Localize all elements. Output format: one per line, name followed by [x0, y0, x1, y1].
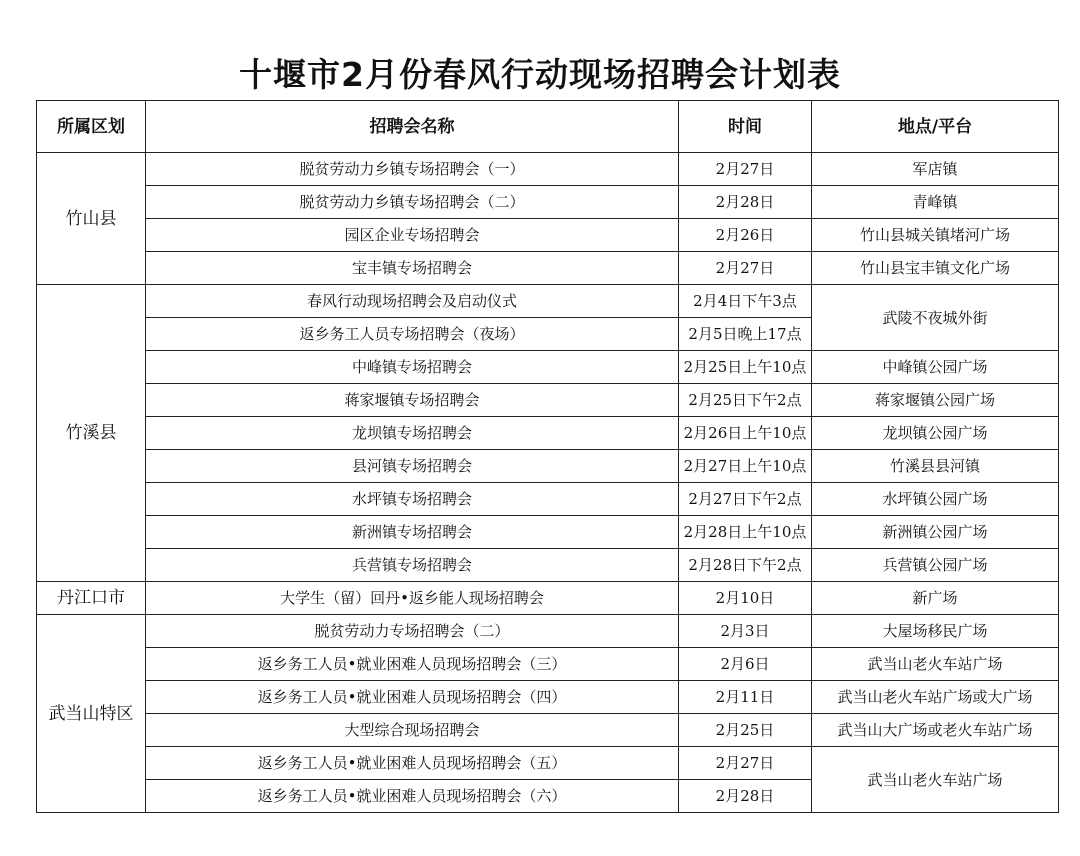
location-cell: 新广场	[812, 582, 1059, 615]
location-cell: 龙坝镇公园广场	[812, 417, 1059, 450]
fair-name-cell: 返乡务工人员•就业困难人员现场招聘会（六）	[146, 780, 679, 813]
time-cell: 2月26日上午10点	[679, 417, 812, 450]
location-cell: 武当山大广场或老火车站广场	[812, 714, 1059, 747]
district-cell: 武当山特区	[37, 615, 146, 813]
page-title: 十堰市2月份春风行动现场招聘会计划表	[239, 55, 841, 94]
location-cell: 青峰镇	[812, 186, 1059, 219]
fair-name-cell: 蒋家堰镇专场招聘会	[146, 384, 679, 417]
fair-name-cell: 春风行动现场招聘会及启动仪式	[146, 285, 679, 318]
table-row	[37, 747, 1059, 780]
time-cell: 2月10日	[679, 582, 812, 615]
header-fair-name: 招聘会名称	[146, 101, 679, 153]
table-row	[37, 351, 1059, 384]
table-row	[37, 153, 1059, 186]
table-row	[37, 582, 1059, 615]
header-location: 地点/平台	[812, 101, 1059, 153]
table-row	[37, 648, 1059, 681]
fair-name-cell: 宝丰镇专场招聘会	[146, 252, 679, 285]
time-cell: 2月11日	[679, 681, 812, 714]
location-cell: 新洲镇公园广场	[812, 516, 1059, 549]
table-row	[37, 549, 1059, 582]
header-district: 所属区划	[37, 101, 146, 153]
district-cell: 竹溪县	[37, 285, 146, 582]
time-cell: 2月6日	[679, 648, 812, 681]
fair-name-cell: 返乡务工人员专场招聘会（夜场）	[146, 318, 679, 351]
fair-name-cell: 返乡务工人员•就业困难人员现场招聘会（五）	[146, 747, 679, 780]
location-cell: 大屋场移民广场	[812, 615, 1059, 648]
time-cell: 2月26日	[679, 219, 812, 252]
time-cell: 2月27日上午10点	[679, 450, 812, 483]
fair-name-cell: 大型综合现场招聘会	[146, 714, 679, 747]
district-cell: 丹江口市	[37, 582, 146, 615]
time-cell: 2月28日	[679, 186, 812, 219]
table-row	[37, 186, 1059, 219]
table-row	[37, 384, 1059, 417]
time-cell: 2月28日下午2点	[679, 549, 812, 582]
table-row	[37, 450, 1059, 483]
location-cell: 水坪镇公园广场	[812, 483, 1059, 516]
time-cell: 2月5日晚上17点	[679, 318, 812, 351]
time-cell: 2月3日	[679, 615, 812, 648]
fair-name-cell: 兵营镇专场招聘会	[146, 549, 679, 582]
time-cell: 2月27日	[679, 747, 812, 780]
time-cell: 2月28日上午10点	[679, 516, 812, 549]
table-header-row	[37, 101, 1059, 153]
location-cell: 兵营镇公园广场	[812, 549, 1059, 582]
table-row	[37, 681, 1059, 714]
fair-name-cell: 返乡务工人员•就业困难人员现场招聘会（四）	[146, 681, 679, 714]
fair-name-cell: 龙坝镇专场招聘会	[146, 417, 679, 450]
fair-name-cell: 大学生（留）回丹•返乡能人现场招聘会	[146, 582, 679, 615]
fair-name-cell: 脱贫劳动力专场招聘会（二）	[146, 615, 679, 648]
table-row	[37, 285, 1059, 318]
fair-name-cell: 脱贫劳动力乡镇专场招聘会（一）	[146, 153, 679, 186]
time-cell: 2月27日下午2点	[679, 483, 812, 516]
location-cell: 竹山县城关镇堵河广场	[812, 219, 1059, 252]
location-cell: 武当山老火车站广场	[812, 747, 1059, 813]
fair-name-cell: 新洲镇专场招聘会	[146, 516, 679, 549]
location-cell: 武当山老火车站广场或大广场	[812, 681, 1059, 714]
fair-name-cell: 水坪镇专场招聘会	[146, 483, 679, 516]
table-row	[37, 219, 1059, 252]
time-cell: 2月25日上午10点	[679, 351, 812, 384]
fair-name-cell: 中峰镇专场招聘会	[146, 351, 679, 384]
table-row	[37, 615, 1059, 648]
fair-name-cell: 返乡务工人员•就业困难人员现场招聘会（三）	[146, 648, 679, 681]
table-row	[37, 417, 1059, 450]
table-row	[37, 252, 1059, 285]
fair-name-cell: 园区企业专场招聘会	[146, 219, 679, 252]
table-row	[37, 483, 1059, 516]
time-cell: 2月25日下午2点	[679, 384, 812, 417]
fair-name-cell: 脱贫劳动力乡镇专场招聘会（二）	[146, 186, 679, 219]
location-cell: 竹溪县县河镇	[812, 450, 1059, 483]
location-cell: 军店镇	[812, 153, 1059, 186]
header-time: 时间	[679, 101, 812, 153]
time-cell: 2月28日	[679, 780, 812, 813]
district-cell: 竹山县	[37, 153, 146, 285]
time-cell: 2月27日	[679, 252, 812, 285]
job-fair-schedule-table	[36, 100, 1059, 813]
location-cell: 武当山老火车站广场	[812, 648, 1059, 681]
time-cell: 2月27日	[679, 153, 812, 186]
location-cell: 中峰镇公园广场	[812, 351, 1059, 384]
time-cell: 2月25日	[679, 714, 812, 747]
time-cell: 2月4日下午3点	[679, 285, 812, 318]
location-cell: 蒋家堰镇公园广场	[812, 384, 1059, 417]
fair-name-cell: 县河镇专场招聘会	[146, 450, 679, 483]
table-row	[37, 516, 1059, 549]
location-cell: 武陵不夜城外街	[812, 285, 1059, 351]
location-cell: 竹山县宝丰镇文化广场	[812, 252, 1059, 285]
table-row	[37, 714, 1059, 747]
